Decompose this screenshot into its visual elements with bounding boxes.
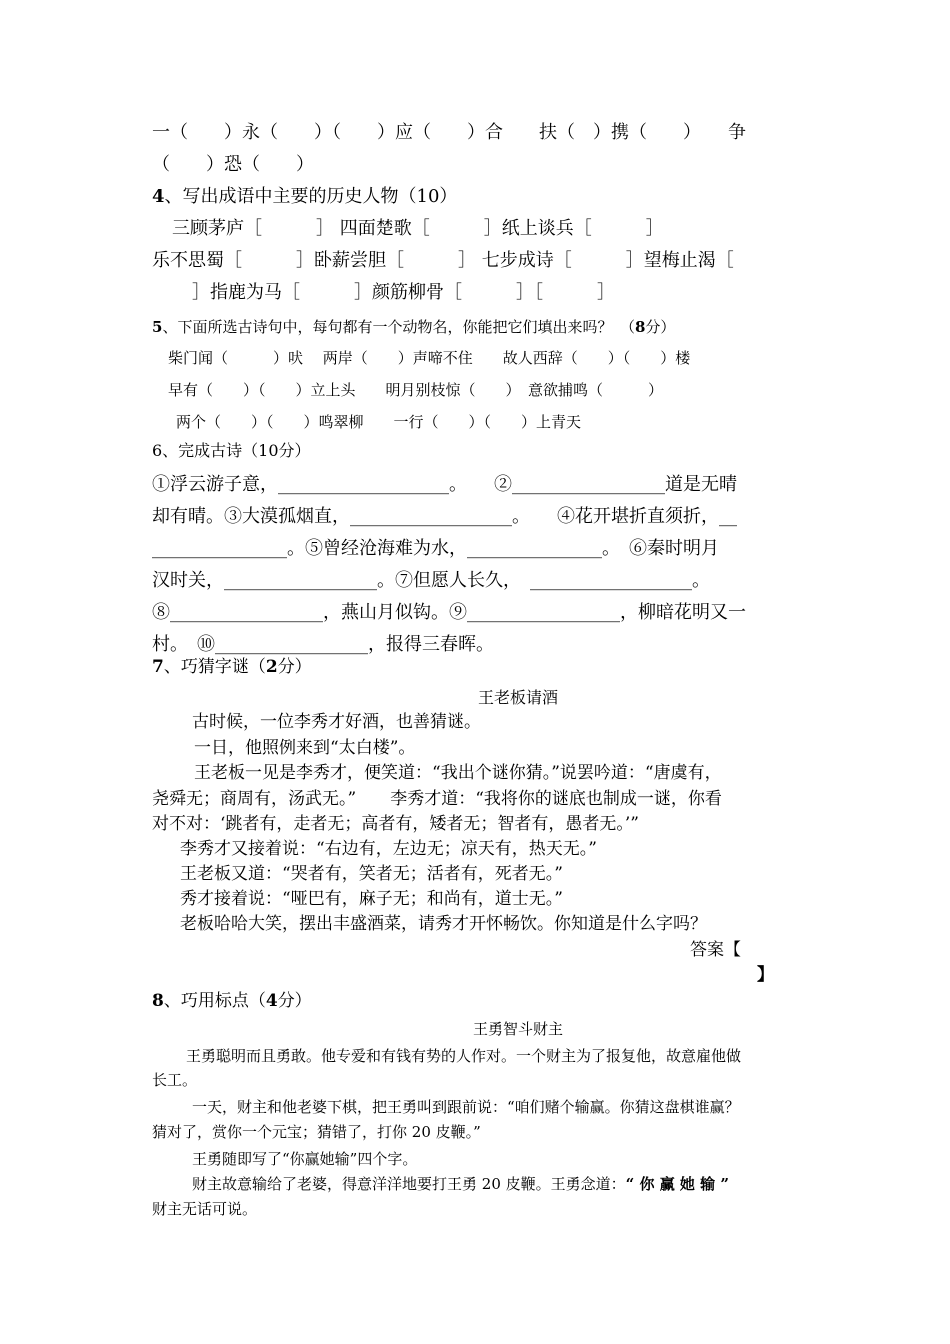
s8-para-4-quote: “ 你 赢 她 输 ”	[625, 1175, 730, 1193]
s6-line-1: ①浮云游子意，___________________。 ②_________________道是无晴	[152, 474, 737, 495]
s3-line-2: （ ）恐（ ）	[152, 154, 314, 175]
s8-story-title: 王勇智斗财主	[472, 1020, 563, 1038]
s5-line-2: 早有（ ）（ ）立上头 明月别枝惊（ ） 意欲捕鸣（ ）	[168, 381, 664, 399]
s6-title: 6、完成古诗（10分）	[152, 441, 311, 460]
s7-title	[152, 659, 312, 676]
s5-title-end: 分）	[645, 318, 676, 336]
s7-para-1: 古时候，一位李秀才好酒，也善猜谜。	[192, 712, 481, 732]
s8-score: 4	[265, 991, 278, 1011]
s7-para-4: 李秀才又接着说：“右边有，左边无；凉天有，热天无。”	[180, 839, 597, 859]
s8-number: 8	[152, 991, 164, 1011]
s7-number: 7	[152, 657, 164, 677]
s7-story-title: 王老板请酒	[477, 688, 558, 707]
s8-para-4a	[192, 1177, 729, 1192]
s8-para-1b: 长工。	[152, 1071, 198, 1089]
s5-score: 8	[634, 318, 646, 336]
s4-line-1: 三顾茅庐［ ］ 四面楚歌［ ］纸上谈兵［ ］	[172, 218, 664, 239]
s5-line-1: 柴门闻（ ）吠 两岸（ ）声啼不住 故人西辞（ ）（ ）楼	[168, 349, 691, 367]
s8-para-1a: 王勇聪明而且勇敢。他专爱和有钱有势的人作对。一个财主为了报复他，故意雇他做	[186, 1047, 742, 1065]
s8-title-text: 、巧用标点（	[163, 991, 266, 1011]
s6-line-6: 村。 ⑩_________________，报得三春晖。	[152, 634, 494, 655]
s6-line-5: ⑧_________________，燕山月似钩。⑨_________________，柳暗花明又一	[152, 602, 746, 623]
s8-title	[152, 993, 312, 1010]
s3-line-1: 一（ ）永（ ）（ ）应（ ）合 扶（ ）携（ ） 争	[152, 122, 746, 143]
s7-answer-close: 】	[757, 965, 774, 985]
s6-line-3: _______________。⑤曾经沧海难为水，_______________。 ⑥秦时明月	[152, 538, 719, 559]
s7-answer-label: 答案【	[690, 940, 741, 960]
s5-title-text: 、下面所选古诗句中，每句都有一个动物名，你能把它们填出来吗？ （	[162, 318, 635, 336]
s7-title-end: 分）	[277, 657, 312, 677]
s5-line-3: 两个（ ）（ ）鸣翠柳 一行（ ）（ ）上青天	[176, 413, 582, 431]
s8-para-4b: 财主无话可说。	[152, 1200, 258, 1218]
s5-title	[152, 320, 675, 335]
s4-title	[152, 188, 457, 206]
s7-title-text: 、巧猜字谜（	[163, 657, 266, 677]
s7-para-5: 王老板又道：“哭者有，笑者无；活者有，死者无。”	[180, 864, 563, 884]
s5-number: 5	[152, 318, 163, 336]
s7-para-3c: 对不对：‘跳者有，走者无；高者有，矮者无；智者有，愚者无。’”	[152, 814, 639, 834]
s4-number: 4	[152, 186, 165, 207]
s8-para-4a-text: 财主故意输给了老婆，得意洋洋地要打王勇 20 皮鞭。王勇念道：	[192, 1175, 626, 1193]
s4-line-3: ］指鹿为马［ ］颜筋柳骨［ ］［ ］	[192, 282, 615, 303]
s4-title-text: 、写出成语中主要的历史人物（10）	[164, 186, 458, 207]
s7-para-3a: 王老板一见是李秀才，便笑道：“我出个谜你猜。”说罢吟道：“唐虞有，	[194, 763, 722, 783]
s8-para-2a: 一天，财主和他老婆下棋，把王勇叫到跟前说：“咱们赌个输赢。你猜这盘棋谁赢？	[192, 1098, 740, 1116]
s6-line-2: 却有晴。③大漠孤烟直，__________________。 ④花开堪折直须折，__	[152, 506, 737, 527]
s7-para-3b: 尧舜无；商周有，汤武无。” 李秀才道：“我将你的谜底也制成一谜，你看	[152, 789, 722, 809]
s6-line-4: 汉时关，_________________。⑦但愿人长久， __________________。	[152, 570, 710, 591]
s4-line-2: 乐不思蜀［ ］卧薪尝胆［ ］ 七步成诗［ ］望梅止渴［	[152, 250, 734, 271]
s8-para-2b: 猜对了，赏你一个元宝；猜错了，打你 20 皮鞭。”	[152, 1123, 481, 1141]
s8-title-end: 分）	[277, 991, 312, 1011]
s7-para-6: 秀才接着说：“哑巴有，麻子无；和尚有，道士无。”	[180, 889, 563, 909]
s7-score: 2	[265, 657, 278, 677]
s7-para-7: 老板哈哈大笑，摆出丰盛酒菜，请秀才开怀畅饮。你知道是什么字吗？	[180, 914, 707, 934]
s8-para-3: 王勇随即写了“你赢她输”四个字。	[192, 1150, 418, 1168]
s7-para-2: 一日，他照例来到“太白楼”。	[194, 738, 416, 758]
